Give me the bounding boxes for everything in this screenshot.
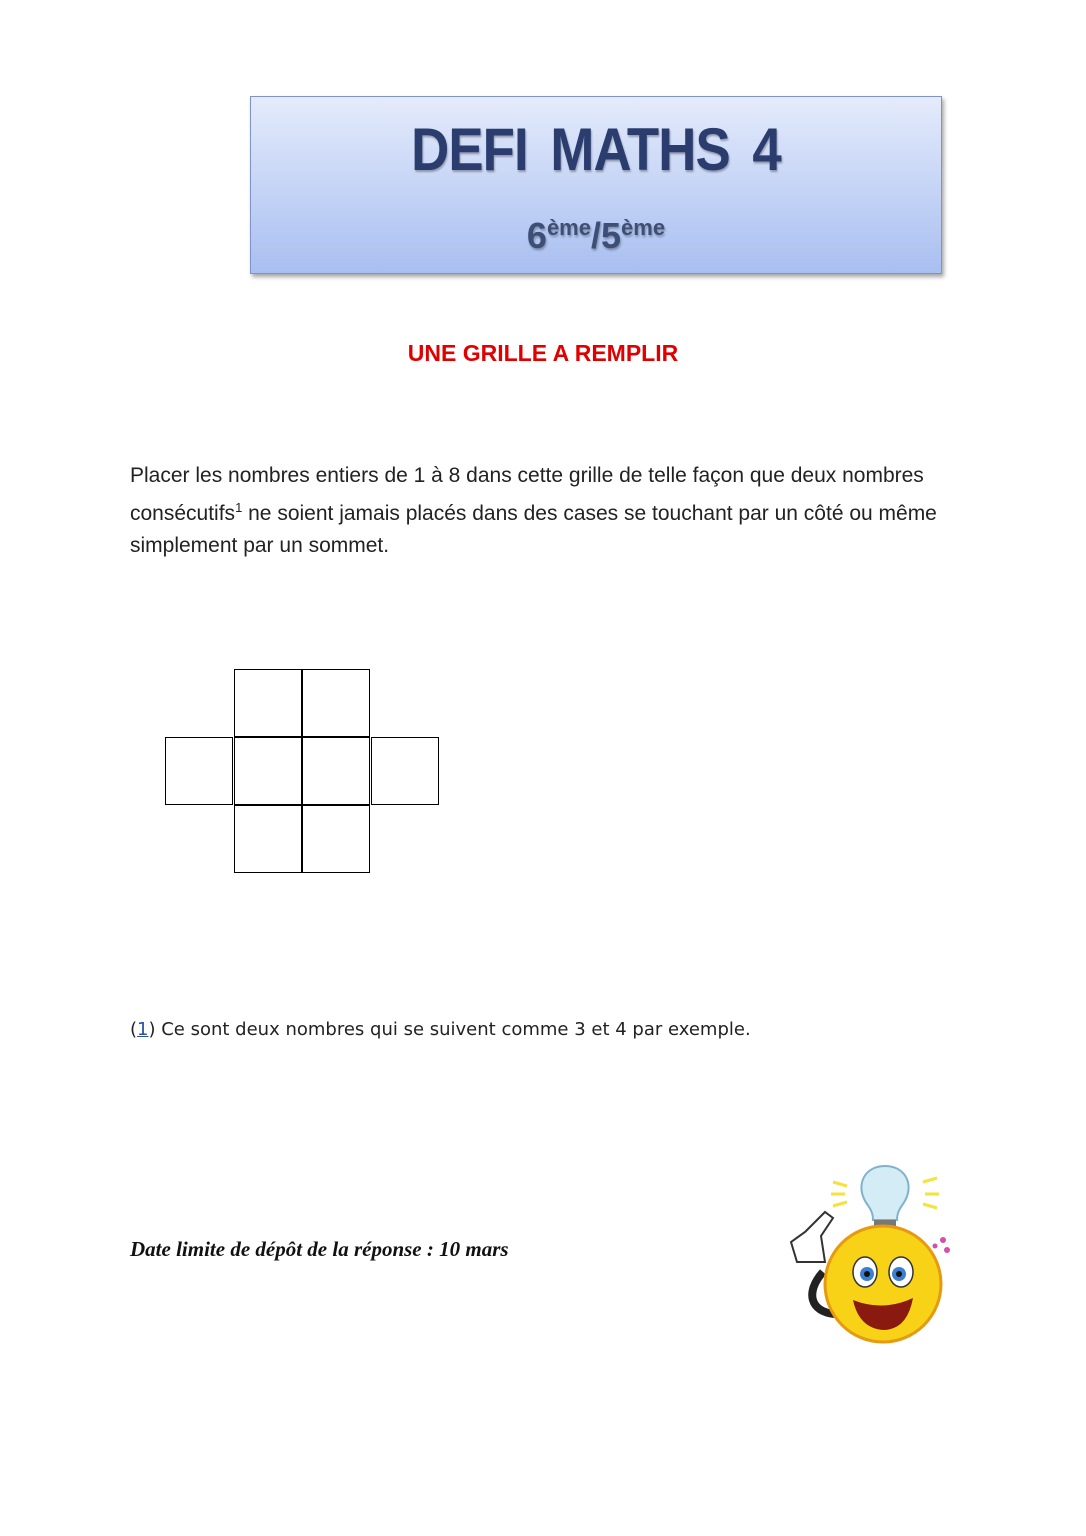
grid-cell[interactable] — [302, 805, 370, 873]
grid-cell[interactable] — [302, 737, 370, 805]
banner-level — [251, 215, 941, 257]
footnote-link[interactable]: 1 — [137, 1019, 149, 1040]
deadline: Date limite de dépôt de la réponse : 10 mars — [130, 1237, 509, 1261]
idea-smiley-icon — [785, 1162, 955, 1347]
footnote-open: ( — [130, 1019, 138, 1040]
grid-cell[interactable] — [371, 737, 439, 805]
grid-cell[interactable] — [234, 737, 302, 805]
level-sep: / — [590, 215, 601, 256]
footnote-text: ) Ce sont deux nombres qui se suivent comme 3 et 4 par exemple. — [148, 1019, 751, 1040]
footnote-mark: 1 — [235, 500, 243, 515]
level-b: 5 — [601, 215, 622, 256]
instructions-text-2: ne soient jamais placés dans des cases se touchant par un côté ou même simplement par un sommet. — [130, 502, 937, 557]
level-a-sup: ème — [546, 215, 591, 240]
grid-cell[interactable] — [234, 669, 302, 737]
subtitle: UNE GRILLE A REMPLIR — [407, 340, 679, 366]
instructions — [130, 460, 950, 562]
grid-cell[interactable] — [302, 669, 370, 737]
banner-title: DEFI MATHS 4 — [411, 116, 781, 183]
grid-cell[interactable] — [165, 737, 233, 805]
level-b-sup: ème — [621, 215, 666, 240]
grid-cell[interactable] — [234, 805, 302, 873]
title-banner — [250, 96, 942, 274]
level-a: 6 — [526, 215, 547, 256]
instructions-text: Placer les nombres entiers de 1 à 8 dans cette grille de telle façon que deux nombres consécutifs — [130, 464, 924, 525]
footnote — [130, 1019, 751, 1040]
